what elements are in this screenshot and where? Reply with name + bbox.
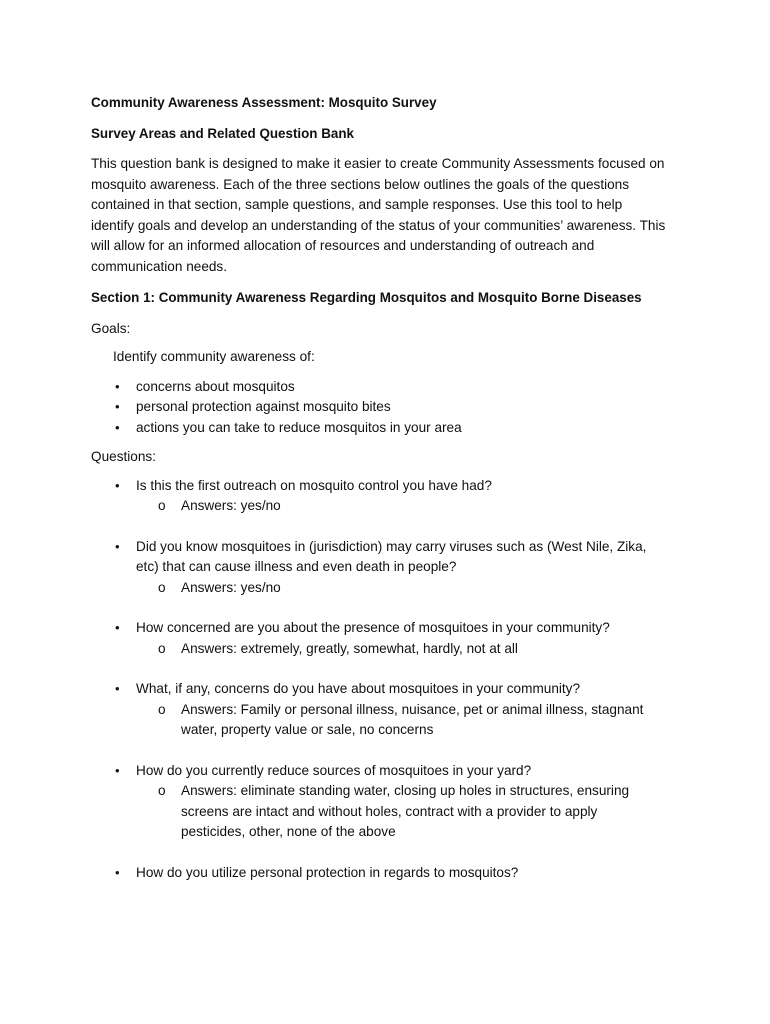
list-item <box>91 377 691 398</box>
questions-label: Questions: <box>91 449 156 464</box>
sub-bullet-icon: o <box>158 640 166 656</box>
sub-bullet-icon: o <box>158 498 166 513</box>
question-item <box>91 537 691 599</box>
document-title: Community Awareness Assessment: Mosquito Survey <box>91 95 437 110</box>
answer-text: screens are intact and without holes, contract with a provider to apply <box>181 803 598 819</box>
section-1-heading: Section 1: Community Awareness Regarding Mosquitos and Mosquito Borne Diseases <box>91 290 642 305</box>
document-page <box>91 93 691 903</box>
bullet-icon: • <box>115 620 120 635</box>
question-text: Is this the first outreach on mosquito control you have had? <box>136 477 492 493</box>
question-text: What, if any, concerns do you have about mosquitoes in your community? <box>136 681 581 696</box>
answer-item <box>136 496 691 517</box>
question-item <box>91 863 691 884</box>
question-item <box>91 618 691 659</box>
bullet-icon: • <box>115 681 120 696</box>
bullet-icon: • <box>115 477 120 493</box>
question-text: etc) that can cause illness and even death in people? <box>136 559 457 574</box>
sub-bullet-icon: o <box>158 783 166 798</box>
question-text: How do you currently reduce sources of mosquitoes in your yard? <box>136 762 532 778</box>
bullet-icon: • <box>115 762 120 778</box>
bullet-icon: • <box>115 399 120 414</box>
questions-list <box>91 476 691 884</box>
sub-bullet-icon: o <box>158 579 166 595</box>
answer-text: Answers: yes/no <box>181 579 281 595</box>
answer-item <box>136 781 691 843</box>
goal-text: personal protection against mosquito bites <box>136 399 391 414</box>
intro-line: will allow for an informed allocation of resources and understanding of outreach and <box>91 238 595 253</box>
question-text: How do you utilize personal protection in regards to mosquitos? <box>136 864 519 880</box>
list-item <box>91 418 691 439</box>
goals-list <box>91 377 691 439</box>
answer-text: Answers: yes/no <box>181 498 281 513</box>
question-text: How concerned are you about the presence of mosquitoes in your community? <box>136 620 610 635</box>
answer-text: water, property value or sale, no concerns <box>181 722 434 737</box>
bullet-icon: • <box>115 538 120 554</box>
answer-item <box>136 639 691 660</box>
answer-text: Answers: Family or personal illness, nuisance, pet or animal illness, stagnant <box>181 701 644 717</box>
answer-text: pesticides, other, none of the above <box>181 824 396 839</box>
goal-text: actions you can take to reduce mosquitos in your area <box>136 419 462 435</box>
intro-line: communication needs. <box>91 258 228 274</box>
document-subtitle: Survey Areas and Related Question Bank <box>91 125 354 141</box>
intro-line: mosquito awareness. Each of the three sections below outlines the goals of the questions <box>91 176 630 192</box>
intro-paragraph <box>91 154 691 277</box>
intro-line: contained in that section, sample questions, and sample responses. Use this tool to help <box>91 197 623 212</box>
list-item <box>91 397 691 418</box>
goals-label: Goals: <box>91 320 131 336</box>
bullet-icon: • <box>115 864 120 880</box>
question-text: Did you know mosquitoes in (jurisdiction) may carry viruses such as (West Nile, Zika, <box>136 538 647 554</box>
goals-intro: Identify community awareness of: <box>113 349 315 364</box>
answer-item <box>136 700 691 741</box>
answer-text: Answers: eliminate standing water, closing up holes in structures, ensuring <box>181 783 630 798</box>
intro-line: identify goals and develop an understanding of the status of your communities’ awareness. This <box>91 217 666 233</box>
intro-line: This question bank is designed to make it easier to create Community Assessments focused on <box>91 156 665 171</box>
bullet-icon: • <box>115 378 120 394</box>
question-item <box>91 761 691 843</box>
question-item <box>91 476 691 517</box>
sub-bullet-icon: o <box>158 701 166 717</box>
answer-text: Answers: extremely, greatly, somewhat, hardly, not at all <box>181 640 518 656</box>
goal-text: concerns about mosquitos <box>136 378 295 394</box>
answer-item <box>136 578 691 599</box>
bullet-icon: • <box>115 419 120 435</box>
question-item <box>91 679 691 741</box>
